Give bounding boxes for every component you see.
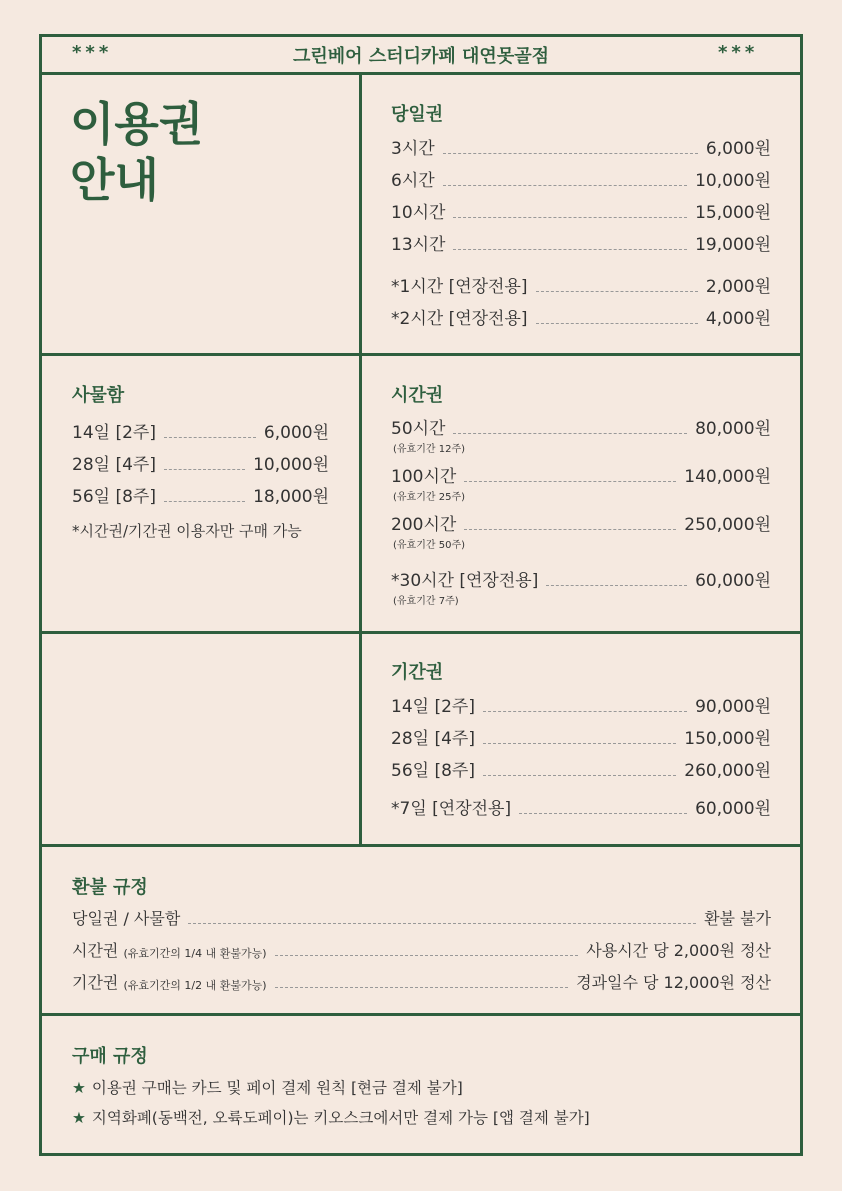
- locker-row: [72, 482, 329, 507]
- item-price: 90,000원: [695, 697, 771, 717]
- item-price: 18,000원: [253, 487, 329, 507]
- time-pass-row: [391, 462, 771, 487]
- main-title-line2: 안내: [70, 153, 159, 207]
- star-icon: ★: [72, 1079, 86, 1097]
- refund-row: [72, 970, 771, 993]
- dotted-leader: [546, 585, 687, 586]
- refund-label: 기간권: [72, 973, 119, 992]
- item-price: 150,000원: [684, 729, 771, 749]
- stars-right: ***: [718, 42, 759, 63]
- dotted-leader: [453, 217, 687, 218]
- period-pass-row: [391, 794, 771, 819]
- validity-note: (유효기간 12주): [393, 444, 466, 455]
- time-pass-row: [391, 414, 771, 439]
- row-divider-4: [39, 1013, 803, 1016]
- item-label: 28일 [4주]: [72, 455, 156, 475]
- refund-value: 사용시간 당 2,000원 정산: [586, 941, 771, 960]
- item-price: 6,000원: [263, 423, 329, 443]
- row-divider-1: [39, 353, 803, 356]
- locker-row: [72, 450, 329, 475]
- item-label: 28일 [4주]: [391, 729, 475, 749]
- item-label: 14일 [2주]: [72, 423, 156, 443]
- period-pass-title: 기간권: [391, 662, 444, 683]
- validity-note: (유효기간 25주): [393, 492, 466, 503]
- validity-note: (유효기간 50주): [393, 540, 466, 551]
- item-price: 140,000원: [684, 467, 771, 487]
- row-divider-2: [39, 631, 803, 634]
- item-price: 4,000원: [705, 309, 771, 329]
- refund-value: 환불 불가: [704, 909, 771, 928]
- item-label: 6시간: [391, 171, 435, 191]
- day-pass-row: [391, 198, 771, 223]
- dotted-leader: [519, 813, 687, 814]
- dotted-leader: [464, 481, 676, 482]
- day-pass-row: [391, 230, 771, 255]
- item-price: 19,000원: [695, 235, 771, 255]
- item-label: 50시간: [391, 419, 446, 439]
- item-price: 80,000원: [695, 419, 771, 439]
- time-pass-title: 시간권: [391, 385, 444, 406]
- locker-title: 사물함: [72, 385, 125, 406]
- purchase-rule: [72, 1106, 590, 1128]
- item-label: 56일 [8주]: [391, 761, 475, 781]
- refund-row: [72, 906, 771, 929]
- refund-label: 당일권 / 사물함: [72, 909, 181, 928]
- dotted-leader: [164, 437, 256, 438]
- refund-condition: (유효기간의 1/4 내 환불가능): [123, 947, 267, 960]
- refund-row: [72, 938, 771, 961]
- header-divider: [39, 72, 803, 75]
- dotted-leader: [483, 775, 676, 776]
- period-pass-row: [391, 756, 771, 781]
- dotted-leader: [443, 153, 698, 154]
- period-pass-row: [391, 724, 771, 749]
- item-label: 3시간: [391, 139, 435, 159]
- item-price: 15,000원: [695, 203, 771, 223]
- row-divider-3: [39, 844, 803, 847]
- item-price: 60,000원: [695, 571, 771, 591]
- purchase-rule-text: 지역화폐(동백전, 오륙도페이)는 키오스크에서만 결제 가능 [앱 결제 불가]: [91, 1109, 590, 1127]
- star-icon: ★: [72, 1109, 86, 1127]
- dotted-leader: [164, 501, 245, 502]
- item-label: 200시간: [391, 515, 457, 535]
- item-label: 14일 [2주]: [391, 697, 475, 717]
- refund-label: 시간권: [72, 941, 119, 960]
- dotted-leader: [536, 323, 698, 324]
- item-label: 100시간: [391, 467, 457, 487]
- dotted-leader: [443, 185, 687, 186]
- dotted-leader: [536, 291, 698, 292]
- main-title-line1: 이용권: [70, 97, 204, 151]
- purchase-title: 구매 규정: [72, 1046, 148, 1067]
- dotted-leader: [275, 987, 569, 988]
- refund-value: 경과일수 당 12,000원 정산: [576, 973, 771, 992]
- day-pass-row: [391, 304, 771, 329]
- header-title: 그린베어 스터디카페 대연못골점: [293, 46, 549, 67]
- refund-title: 환불 규정: [72, 877, 148, 898]
- day-pass-row: [391, 166, 771, 191]
- dotted-leader: [453, 433, 687, 434]
- item-price: 2,000원: [705, 277, 771, 297]
- dotted-leader: [483, 711, 687, 712]
- item-price: 6,000원: [705, 139, 771, 159]
- item-label: *1시간 [연장전용]: [391, 277, 528, 297]
- item-label: *2시간 [연장전용]: [391, 309, 528, 329]
- locker-note: *시간권/기간권 이용자만 구매 가능: [72, 522, 302, 540]
- item-price: 250,000원: [684, 515, 771, 535]
- dotted-leader: [483, 743, 676, 744]
- purchase-rule: [72, 1076, 463, 1098]
- dotted-leader: [164, 469, 245, 470]
- validity-note: (유효기간 7주): [393, 596, 459, 607]
- item-price: 260,000원: [684, 761, 771, 781]
- item-price: 60,000원: [695, 799, 771, 819]
- item-label: 13시간: [391, 235, 446, 255]
- period-pass-row: [391, 692, 771, 717]
- purchase-rule-text: 이용권 구매는 카드 및 페이 결제 원칙 [현금 결제 불가]: [91, 1079, 463, 1097]
- dotted-leader: [188, 923, 696, 924]
- item-label: *30시간 [연장전용]: [391, 571, 539, 591]
- stars-left: ***: [72, 42, 113, 63]
- column-divider: [359, 72, 362, 847]
- item-price: 10,000원: [695, 171, 771, 191]
- main-title: [70, 96, 203, 208]
- time-pass-row: [391, 510, 771, 535]
- time-pass-row: [391, 566, 771, 591]
- refund-condition: (유효기간의 1/2 내 환불가능): [123, 979, 267, 992]
- day-pass-row: [391, 272, 771, 297]
- item-label: 56일 [8주]: [72, 487, 156, 507]
- item-label: 10시간: [391, 203, 446, 223]
- dotted-leader: [464, 529, 676, 530]
- item-label: *7일 [연장전용]: [391, 799, 512, 819]
- dotted-leader: [453, 249, 687, 250]
- locker-row: [72, 418, 329, 443]
- day-pass-row: [391, 134, 771, 159]
- day-pass-title: 당일권: [391, 104, 444, 125]
- dotted-leader: [275, 955, 579, 956]
- item-price: 10,000원: [253, 455, 329, 475]
